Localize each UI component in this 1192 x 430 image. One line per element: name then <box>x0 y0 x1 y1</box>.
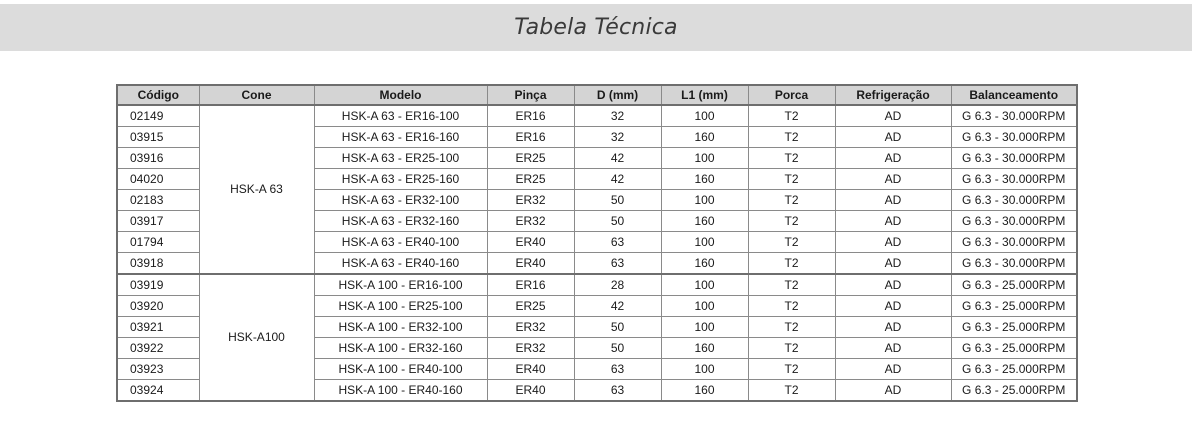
cell-balanceamento: G 6.3 - 25.000RPM <box>951 359 1077 380</box>
cell-d-mm: 32 <box>574 127 661 148</box>
cell-pinca: ER32 <box>487 211 574 232</box>
cell-porca: T2 <box>748 317 835 338</box>
cell-balanceamento: G 6.3 - 30.000RPM <box>951 211 1077 232</box>
cell-pinca: ER16 <box>487 274 574 296</box>
cell-porca: T2 <box>748 232 835 253</box>
cell-balanceamento: G 6.3 - 25.000RPM <box>951 338 1077 359</box>
table-row <box>117 105 1077 127</box>
cell-refrigeracao: AD <box>835 148 951 169</box>
table-body <box>117 105 1077 401</box>
cell-codigo: 01794 <box>117 232 199 253</box>
cell-pinca: ER40 <box>487 380 574 402</box>
table-header-row <box>117 85 1077 105</box>
cell-l1-mm: 100 <box>661 274 748 296</box>
cell-modelo: HSK-A 100 - ER40-100 <box>314 359 487 380</box>
cell-d-mm: 42 <box>574 296 661 317</box>
cell-l1-mm: 160 <box>661 127 748 148</box>
cell-l1-mm: 100 <box>661 190 748 211</box>
cell-modelo: HSK-A 63 - ER25-160 <box>314 169 487 190</box>
cell-d-mm: 50 <box>574 338 661 359</box>
cell-l1-mm: 100 <box>661 296 748 317</box>
cell-porca: T2 <box>748 380 835 402</box>
cell-porca: T2 <box>748 169 835 190</box>
cell-d-mm: 42 <box>574 148 661 169</box>
cell-modelo: HSK-A 100 - ER16-100 <box>314 274 487 296</box>
cell-l1-mm: 160 <box>661 253 748 275</box>
header-refrigeracao: Refrigeração <box>835 85 951 105</box>
cell-refrigeracao: AD <box>835 317 951 338</box>
cell-codigo: 03920 <box>117 296 199 317</box>
technical-table <box>116 84 1078 402</box>
cell-balanceamento: G 6.3 - 25.000RPM <box>951 317 1077 338</box>
cell-balanceamento: G 6.3 - 30.000RPM <box>951 253 1077 275</box>
cell-codigo: 03918 <box>117 253 199 275</box>
cell-balanceamento: G 6.3 - 30.000RPM <box>951 232 1077 253</box>
cell-codigo: 03922 <box>117 338 199 359</box>
cell-l1-mm: 100 <box>661 317 748 338</box>
cell-l1-mm: 160 <box>661 380 748 402</box>
cell-refrigeracao: AD <box>835 127 951 148</box>
cell-modelo: HSK-A 100 - ER25-100 <box>314 296 487 317</box>
cell-cone: HSK-A 63 <box>199 105 314 274</box>
cell-pinca: ER25 <box>487 148 574 169</box>
cell-balanceamento: G 6.3 - 30.000RPM <box>951 169 1077 190</box>
cell-d-mm: 50 <box>574 190 661 211</box>
cell-pinca: ER25 <box>487 296 574 317</box>
header-balanceamento: Balanceamento <box>951 85 1077 105</box>
cell-refrigeracao: AD <box>835 211 951 232</box>
cell-l1-mm: 100 <box>661 105 748 127</box>
cell-balanceamento: G 6.3 - 30.000RPM <box>951 148 1077 169</box>
header-modelo: Modelo <box>314 85 487 105</box>
cell-porca: T2 <box>748 190 835 211</box>
cell-pinca: ER40 <box>487 359 574 380</box>
header-porca: Porca <box>748 85 835 105</box>
cell-codigo: 02149 <box>117 105 199 127</box>
cell-modelo: HSK-A 100 - ER32-100 <box>314 317 487 338</box>
cell-l1-mm: 160 <box>661 169 748 190</box>
cell-pinca: ER32 <box>487 190 574 211</box>
cell-codigo: 03924 <box>117 380 199 402</box>
cell-l1-mm: 100 <box>661 359 748 380</box>
cell-d-mm: 42 <box>574 169 661 190</box>
cell-modelo: HSK-A 63 - ER25-100 <box>314 148 487 169</box>
cell-modelo: HSK-A 63 - ER32-160 <box>314 211 487 232</box>
header-l1-mm: L1 (mm) <box>661 85 748 105</box>
cell-codigo: 03919 <box>117 274 199 296</box>
cell-modelo: HSK-A 63 - ER16-100 <box>314 105 487 127</box>
cell-porca: T2 <box>748 211 835 232</box>
cell-refrigeracao: AD <box>835 105 951 127</box>
cell-codigo: 03915 <box>117 127 199 148</box>
cell-porca: T2 <box>748 253 835 275</box>
cell-modelo: HSK-A 63 - ER32-100 <box>314 190 487 211</box>
cell-refrigeracao: AD <box>835 338 951 359</box>
title-banner <box>0 4 1192 51</box>
cell-porca: T2 <box>748 359 835 380</box>
cell-pinca: ER16 <box>487 105 574 127</box>
cell-l1-mm: 100 <box>661 148 748 169</box>
page-title: Tabela Técnica <box>514 15 678 40</box>
cell-d-mm: 50 <box>574 211 661 232</box>
cell-pinca: ER32 <box>487 338 574 359</box>
cell-d-mm: 32 <box>574 105 661 127</box>
cell-balanceamento: G 6.3 - 25.000RPM <box>951 380 1077 402</box>
cell-codigo: 03921 <box>117 317 199 338</box>
header-d-mm: D (mm) <box>574 85 661 105</box>
cell-pinca: ER40 <box>487 253 574 275</box>
cell-balanceamento: G 6.3 - 30.000RPM <box>951 190 1077 211</box>
cell-porca: T2 <box>748 127 835 148</box>
header-cone: Cone <box>199 85 314 105</box>
cell-modelo: HSK-A 63 - ER40-100 <box>314 232 487 253</box>
cell-cone: HSK-A100 <box>199 274 314 401</box>
cell-d-mm: 63 <box>574 359 661 380</box>
cell-porca: T2 <box>748 148 835 169</box>
cell-refrigeracao: AD <box>835 296 951 317</box>
cell-l1-mm: 160 <box>661 338 748 359</box>
cell-d-mm: 63 <box>574 232 661 253</box>
header-pinca: Pinça <box>487 85 574 105</box>
cell-refrigeracao: AD <box>835 274 951 296</box>
cell-codigo: 03923 <box>117 359 199 380</box>
cell-modelo: HSK-A 100 - ER40-160 <box>314 380 487 402</box>
cell-codigo: 02183 <box>117 190 199 211</box>
cell-pinca: ER40 <box>487 232 574 253</box>
cell-refrigeracao: AD <box>835 169 951 190</box>
cell-refrigeracao: AD <box>835 359 951 380</box>
cell-codigo: 04020 <box>117 169 199 190</box>
cell-pinca: ER25 <box>487 169 574 190</box>
cell-balanceamento: G 6.3 - 25.000RPM <box>951 296 1077 317</box>
cell-modelo: HSK-A 100 - ER32-160 <box>314 338 487 359</box>
cell-refrigeracao: AD <box>835 232 951 253</box>
cell-d-mm: 63 <box>574 380 661 402</box>
cell-refrigeracao: AD <box>835 253 951 275</box>
cell-porca: T2 <box>748 296 835 317</box>
cell-modelo: HSK-A 63 - ER16-160 <box>314 127 487 148</box>
cell-pinca: ER16 <box>487 127 574 148</box>
cell-porca: T2 <box>748 105 835 127</box>
cell-codigo: 03917 <box>117 211 199 232</box>
cell-l1-mm: 100 <box>661 232 748 253</box>
cell-refrigeracao: AD <box>835 380 951 402</box>
cell-d-mm: 63 <box>574 253 661 275</box>
cell-balanceamento: G 6.3 - 30.000RPM <box>951 127 1077 148</box>
cell-pinca: ER32 <box>487 317 574 338</box>
cell-d-mm: 50 <box>574 317 661 338</box>
cell-d-mm: 28 <box>574 274 661 296</box>
table-row <box>117 274 1077 296</box>
header-codigo: Código <box>117 85 199 105</box>
cell-balanceamento: G 6.3 - 25.000RPM <box>951 274 1077 296</box>
cell-codigo: 03916 <box>117 148 199 169</box>
cell-porca: T2 <box>748 274 835 296</box>
table-wrapper <box>116 84 1078 402</box>
cell-porca: T2 <box>748 338 835 359</box>
cell-l1-mm: 160 <box>661 211 748 232</box>
cell-modelo: HSK-A 63 - ER40-160 <box>314 253 487 275</box>
cell-balanceamento: G 6.3 - 30.000RPM <box>951 105 1077 127</box>
cell-refrigeracao: AD <box>835 190 951 211</box>
